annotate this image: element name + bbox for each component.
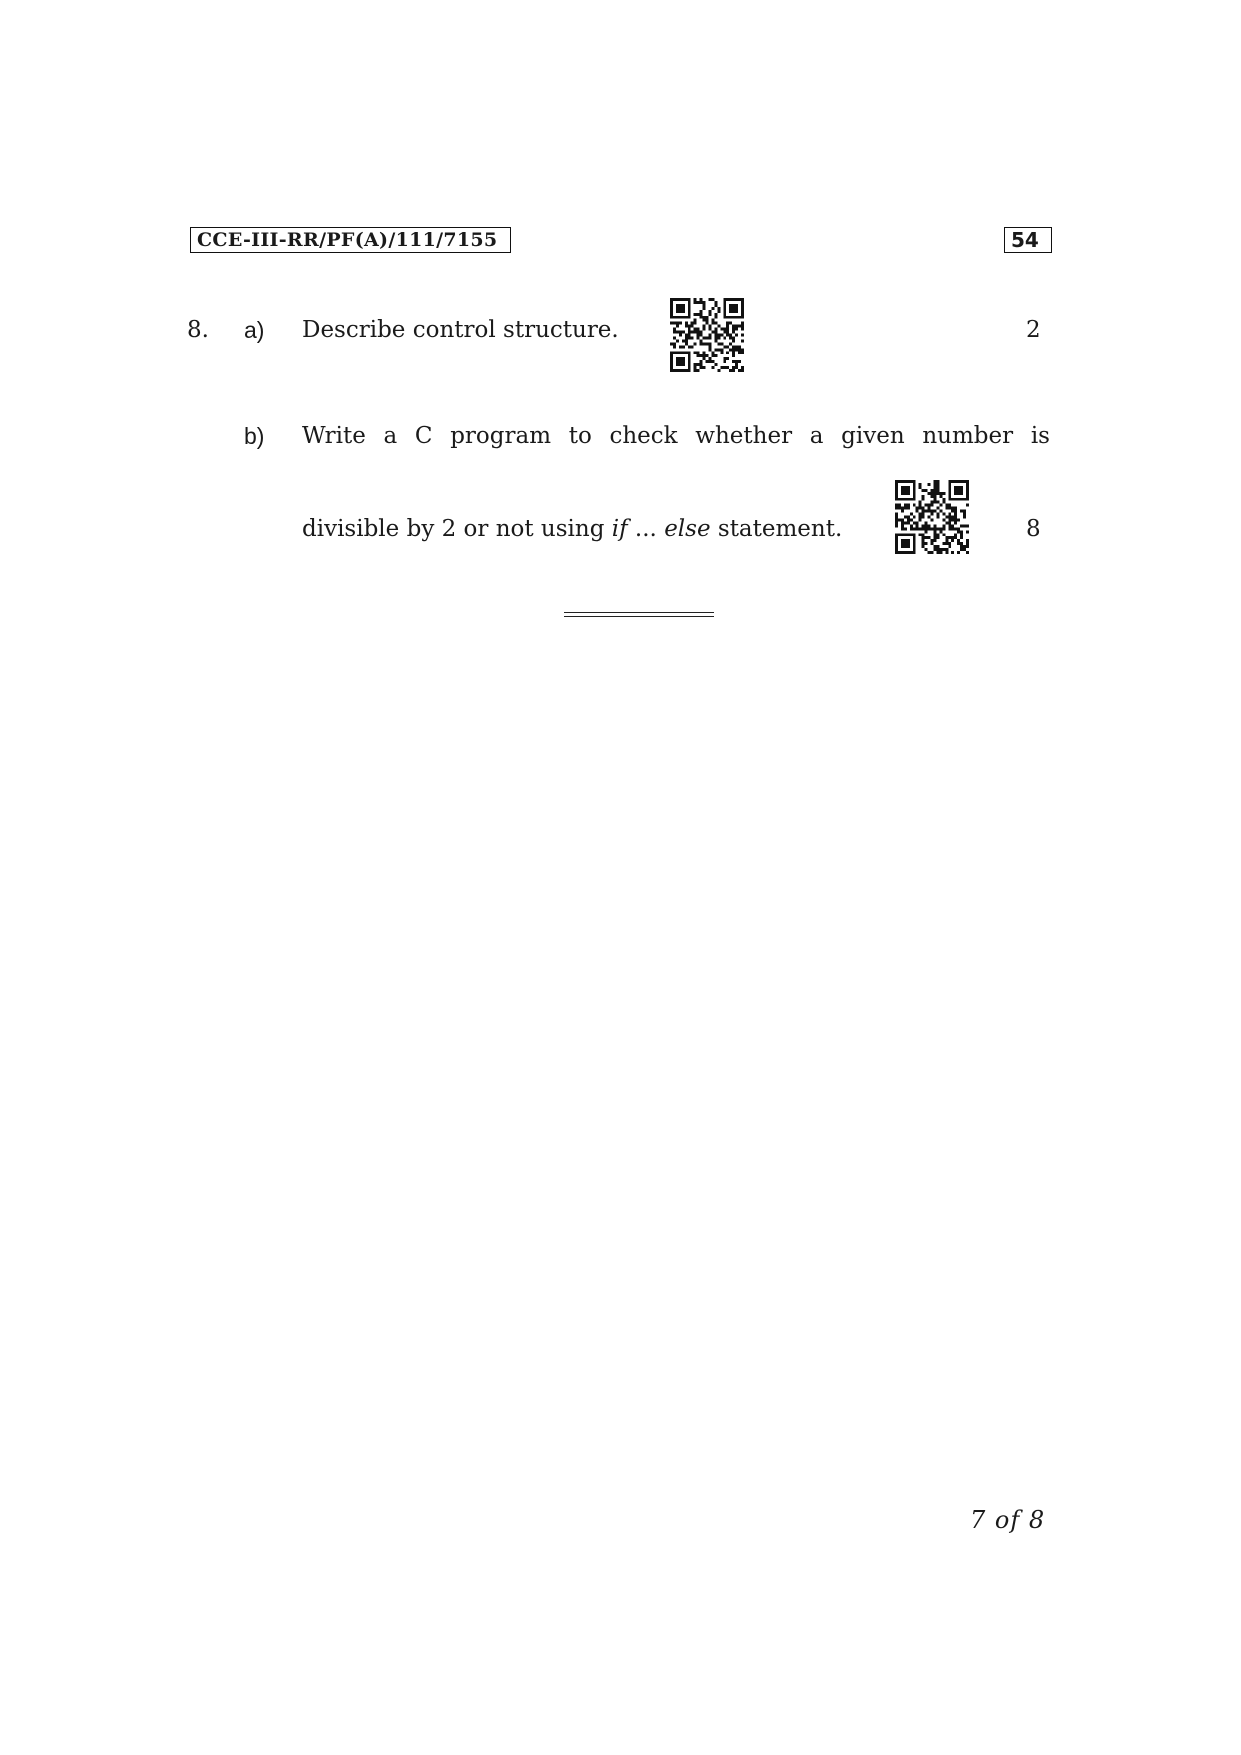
part-b-text-line1: Write a C program to check whether a given number is: [302, 423, 1050, 449]
part-a-text: Describe control structure.: [302, 317, 619, 343]
ellipsis: ...: [627, 516, 665, 542]
page-number: 7 of 8: [970, 1506, 1046, 1534]
paper-code-box: CCE-III-RR/PF(A)/111/7155: [190, 227, 511, 253]
qr-code-icon: [668, 298, 746, 372]
end-of-paper-rule: [564, 612, 714, 617]
page-code-box: 54: [1004, 227, 1052, 253]
keyword-else: else: [664, 516, 711, 542]
part-b-text-line2: [302, 515, 842, 543]
part-a-marks: 2: [1026, 317, 1041, 343]
keyword-if: if: [611, 516, 628, 542]
question-number: 8.: [187, 317, 209, 343]
qr-code-icon: [893, 480, 971, 554]
part-b-marks: 8: [1026, 516, 1041, 542]
part-b-line2-prefix: divisible by 2 or not using: [302, 516, 612, 542]
part-a-label: a): [244, 317, 265, 343]
part-b-label: b): [244, 423, 265, 449]
part-b-line2-suffix: statement.: [710, 516, 843, 542]
